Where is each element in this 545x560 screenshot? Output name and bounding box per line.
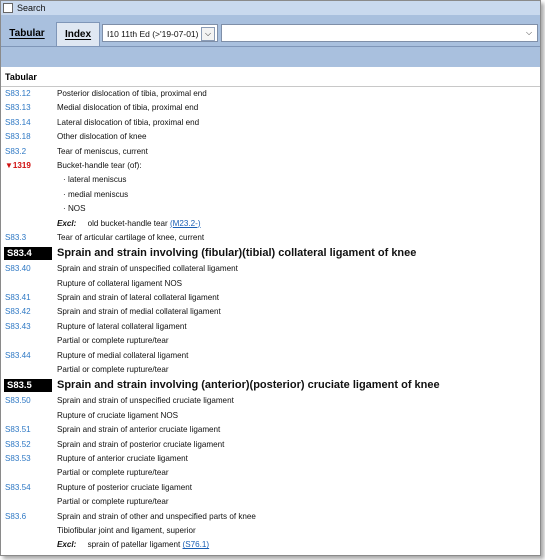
category-title: Sprain and strain involving (fibular)(tibial) collateral ligament of knee bbox=[57, 247, 417, 260]
tabular-list bbox=[1, 87, 540, 553]
excludes-label: Excl: bbox=[57, 218, 77, 228]
table-row bbox=[1, 291, 540, 305]
code-link[interactable]: S83.43 bbox=[5, 321, 31, 331]
note-count: 1319 bbox=[12, 160, 31, 170]
code-description: Sprain and strain of anterior cruciate ligament bbox=[57, 425, 221, 435]
code-description: Tibiofibular joint and ligament, superior bbox=[57, 525, 196, 535]
table-row bbox=[1, 87, 540, 101]
excludes-label: Excl: bbox=[57, 540, 77, 550]
code-link[interactable]: S83.2 bbox=[5, 146, 27, 156]
list-item bbox=[1, 202, 540, 216]
table-row bbox=[1, 452, 540, 466]
chevron-down-icon[interactable]: ⌵ bbox=[525, 28, 533, 37]
code-description: Sprain and strain of medial collateral ligament bbox=[57, 307, 221, 317]
table-row bbox=[1, 438, 540, 452]
table-row bbox=[1, 277, 540, 291]
code-description: Partial or complete rupture/tear bbox=[57, 336, 169, 346]
window-title: Search bbox=[17, 3, 46, 13]
excludes-text bbox=[57, 538, 209, 552]
table-row bbox=[1, 409, 540, 423]
table-row bbox=[1, 262, 540, 276]
code-description: Bucket-handle tear (of): bbox=[57, 160, 142, 170]
search-input[interactable] bbox=[221, 24, 538, 42]
table-row bbox=[1, 394, 540, 408]
table-row bbox=[1, 423, 540, 437]
code-description: Tear of meniscus, current bbox=[57, 146, 148, 156]
code-link[interactable]: S83.50 bbox=[5, 396, 31, 406]
category-heading-row bbox=[1, 245, 540, 262]
code-description: Rupture of posterior cruciate ligament bbox=[57, 482, 192, 492]
table-row bbox=[1, 510, 540, 524]
excludes-term: sprain of patellar ligament bbox=[87, 540, 181, 550]
tab-divider bbox=[1, 46, 540, 47]
excludes-note bbox=[1, 217, 540, 231]
code-description: Sprain and strain of posterior cruciate ligament bbox=[57, 439, 225, 449]
list-item bbox=[1, 173, 540, 187]
section-title: Tabular bbox=[1, 69, 540, 87]
excludes-term: old bucket-handle tear bbox=[87, 218, 168, 228]
code-link[interactable]: S83.40 bbox=[5, 264, 31, 274]
table-row bbox=[1, 495, 540, 509]
code-link[interactable]: S83.14 bbox=[5, 117, 31, 127]
table-row bbox=[1, 466, 540, 480]
table-row bbox=[1, 305, 540, 319]
code-description: Rupture of cruciate ligament NOS bbox=[57, 410, 179, 420]
inclusion-term: · lateral meniscus bbox=[63, 175, 127, 185]
table-row bbox=[1, 231, 540, 245]
code-description: Rupture of anterior cruciate ligament bbox=[57, 453, 188, 463]
code-description: Rupture of collateral ligament NOS bbox=[57, 278, 183, 288]
code-link[interactable]: (M23.2-) bbox=[169, 218, 201, 228]
table-row bbox=[1, 116, 540, 130]
table-row bbox=[1, 363, 540, 377]
code-description: Tear of articular cartilage of knee, current bbox=[57, 232, 205, 242]
code-description: Partial or complete rupture/tear bbox=[57, 468, 169, 478]
list-item bbox=[1, 188, 540, 202]
code-description: Rupture of lateral collateral ligament bbox=[57, 321, 187, 331]
window-titlebar bbox=[1, 1, 540, 15]
table-row bbox=[1, 320, 540, 334]
code-link[interactable]: S83.13 bbox=[5, 103, 31, 113]
code-description: Sprain and strain of unspecified cruciate ligament bbox=[57, 396, 234, 406]
code-description: Sprain and strain of unspecified collateral ligament bbox=[57, 264, 238, 274]
code-link[interactable]: S83.44 bbox=[5, 350, 31, 360]
code-link[interactable]: S83.54 bbox=[5, 482, 31, 492]
code-description: Other dislocation of knee bbox=[57, 132, 147, 142]
code-link[interactable]: S83.42 bbox=[5, 307, 31, 317]
table-row bbox=[1, 334, 540, 348]
excludes-text bbox=[57, 217, 201, 231]
inclusion-term: · medial meniscus bbox=[63, 189, 129, 199]
toolbar bbox=[1, 15, 540, 67]
table-row bbox=[1, 101, 540, 115]
code-description: Partial or complete rupture/tear bbox=[57, 497, 169, 507]
tab-index-label: Index bbox=[64, 29, 92, 40]
tab-index[interactable] bbox=[56, 22, 100, 47]
tab-tabular[interactable] bbox=[2, 22, 52, 48]
table-row bbox=[1, 145, 540, 159]
code-description: Medial dislocation of tibia, proximal end bbox=[57, 103, 199, 113]
table-row bbox=[1, 159, 540, 173]
triangle-down-icon: ▼ bbox=[5, 160, 13, 170]
code-link[interactable]: S83.52 bbox=[5, 439, 31, 449]
code-description: Sprain and strain of lateral collateral ligament bbox=[57, 293, 219, 303]
table-row bbox=[1, 481, 540, 495]
table-row bbox=[1, 524, 540, 538]
window-icon bbox=[3, 3, 13, 13]
code-link[interactable]: S83.18 bbox=[5, 132, 31, 142]
code-description: Sprain and strain of other and unspecified parts of knee bbox=[57, 511, 256, 521]
code-link[interactable]: S83.12 bbox=[5, 89, 31, 98]
chevron-down-icon[interactable]: ⌵ bbox=[201, 27, 215, 41]
code-description: Lateral dislocation of tibia, proximal end bbox=[57, 117, 200, 127]
table-row bbox=[1, 130, 540, 144]
code-link[interactable]: (S76.1) bbox=[182, 540, 210, 550]
edition-select[interactable] bbox=[102, 24, 218, 42]
category-heading-row bbox=[1, 377, 540, 394]
code-link[interactable]: S83.6 bbox=[5, 511, 27, 521]
table-row bbox=[1, 349, 540, 363]
code-link[interactable]: S83.53 bbox=[5, 453, 31, 463]
code-link[interactable]: S83.41 bbox=[5, 293, 31, 303]
note-badge[interactable] bbox=[5, 159, 31, 173]
category-title: Sprain and strain involving (anterior)(posterior) cruciate ligament of knee bbox=[57, 379, 440, 392]
category-code[interactable]: S83.5 bbox=[4, 379, 52, 392]
tab-tabular-label: Tabular bbox=[9, 28, 45, 39]
edition-value: I10 11th Ed (>'19-07-01) bbox=[107, 29, 199, 39]
code-description: Posterior dislocation of tibia, proximal end bbox=[57, 89, 207, 98]
excludes-note bbox=[1, 538, 540, 552]
code-link[interactable]: S83.51 bbox=[5, 425, 31, 435]
code-description: Partial or complete rupture/tear bbox=[57, 365, 169, 375]
category-code[interactable]: S83.4 bbox=[4, 247, 52, 260]
code-description: Rupture of medial collateral ligament bbox=[57, 350, 189, 360]
code-link[interactable]: S83.3 bbox=[5, 232, 27, 242]
inclusion-term: · NOS bbox=[63, 204, 86, 214]
